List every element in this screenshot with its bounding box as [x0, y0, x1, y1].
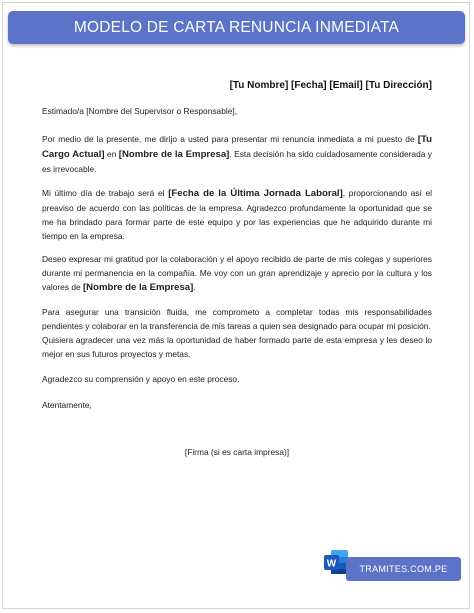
brand-badge[interactable] [346, 557, 461, 581]
closing [42, 398, 432, 412]
p4a-text: Para asegurar una transición fluida, me comprometo a completar todas mis responsabilidades pendientes y colaborar en la transferencia de mis tareas a quien sea designado para ocupar mi posición. [42, 307, 432, 331]
brand-badge-label: TRAMITES.COM.PE [359, 564, 448, 574]
placeholder-fecha-ultima: [Fecha de la Última Jornada Laboral] [168, 188, 343, 199]
paragraph-2 [42, 186, 432, 243]
paragraph-3 [42, 252, 432, 295]
placeholder-cargo: [Tu Cargo Actual] [42, 134, 432, 160]
greeting [42, 104, 432, 118]
paragraph-1 [42, 132, 432, 176]
paragraph-5 [42, 372, 432, 386]
signature-placeholder: [Firma (si es carta impresa)] [184, 447, 290, 457]
p2-text-1: Mi último día de trabajo será el [42, 188, 169, 198]
closing-text: Atentamente, [42, 400, 92, 410]
placeholder-empresa-2: [Nombre de la Empresa] [82, 282, 194, 293]
document-title: MODELO DE CARTA RENUNCIA INMEDIATA [73, 18, 400, 36]
p5-text: Agradezco su comprensión y apoyo en este proceso. [42, 374, 240, 384]
p3-text-1: Deseo expresar mi gratitud por la colaboración y el apoyo recibido de parte de mis colegas y superiores durante mi permanencia en la compañía. Me voy con un gran aprendizaje y aprecio por la cultura y los valores de [42, 254, 432, 292]
paragraph-4 [42, 305, 432, 361]
document-title-banner [8, 11, 465, 44]
placeholder-empresa: [Nombre de la Empresa] [118, 149, 230, 160]
sender-header: [Tu Nombre] [Fecha] [Email] [Tu Dirección] [229, 80, 432, 91]
p4b-text: Quisiera agradecer una vez más la oportunidad de haber formado parte de esta empresa y les deseo lo mejor en sus futuros proyectos y metas. [42, 335, 432, 359]
p3-text-2: . [193, 282, 196, 292]
p1-text-3: . Esta decisión ha sido cuidadosamente considerada y es irrevocable. [42, 149, 432, 174]
word-icon-letter: W [326, 558, 337, 570]
p1-text-1: Por medio de la presente, me dirijo a usted para presentar mi renuncia inmediata a mi puesto de [42, 134, 418, 144]
greeting-text: Estimado/a [Nombre del Supervisor o Responsable], [42, 106, 238, 116]
p2-text-2: , proporcionando así el preaviso de acuerdo con las políticas de la empresa. Agradezco profundamente la oportunidad que se me ha brindado para formar parte de este equipo y por las experiencias que he adquirido durante mi tiempo en la empresa. [42, 188, 433, 241]
p1-text-2: en [104, 149, 119, 159]
